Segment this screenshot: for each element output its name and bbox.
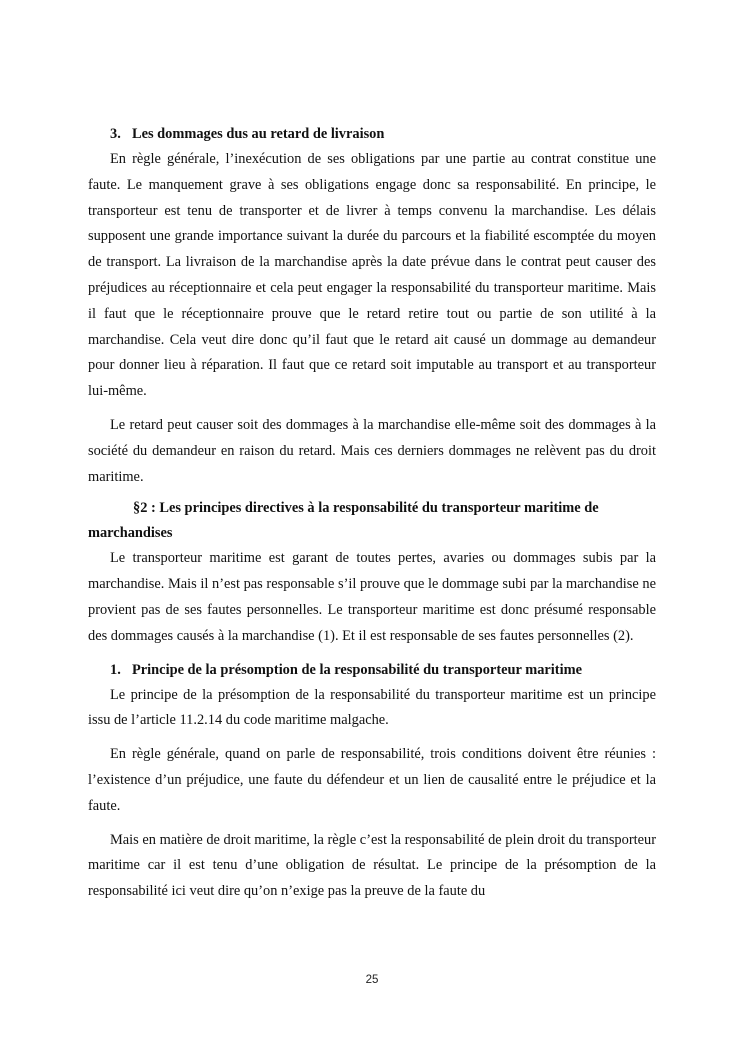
heading-text: Principe de la présomption de la responsabilité du transporteur maritime (132, 661, 582, 678)
section-heading-principes: §2 : Les principes directives à la responsabilité du transporteur maritime de marchandises (88, 500, 599, 542)
paragraph: En règle générale, quand on parle de responsabilité, trois conditions doivent être réunies : l’existence d’un préjudice, une faute du défendeur et un lien de causalité entre le préjudice et la faute. (88, 746, 656, 814)
paragraph: Le retard peut causer soit des dommages à la marchandise elle-même soit des dommages à la société du demandeur en raison du retard. Mais ces derniers dommages ne relèvent pas du droit maritime. (88, 416, 656, 485)
heading-retard-livraison (88, 122, 656, 147)
heading-number: 3. (110, 126, 121, 142)
paragraph: Le transporteur maritime est garant de toutes pertes, avaries ou dommages subis par la marchandise. Mais il n’est pas responsable s’il prouve que le dommage subi par la marchandise ne provient pas de ses fautes personnelles. Le transporteur maritime est donc présumé responsable des dommages causés à la marchandise (1). Et il est responsable de ses fautes personnelles (2). (88, 550, 656, 644)
heading-number: 1. (110, 661, 121, 678)
heading-presomption (88, 658, 656, 683)
paragraph: En règle générale, l’inexécution de ses obligations par une partie au contrat constitue une faute. Le manquement grave à ses obligations engage donc sa responsabilité. En principe, le transporteur est tenu de transporter et de livrer à temps convenu la marchandise. Les délais supposent une grande importance suivant la durée du parcours et la fiabilité escomptée du moyen de transport. La livraison de la marchandise après la date prévue dans le contrat peut causer des préjudices au réceptionnaire et cela peut engager la responsabilité du transporteur maritime. Mais il faut que le réceptionnaire prouve que le retard retire tout ou partie de son utilité à la marchandise. Cela veut dire donc qu’il faut que le retard ait causé un dommage au demandeur pour donner lieu à réparation. Il faut que ce retard soit imputable au transport et au transporteur lui-même. (88, 151, 656, 400)
paragraph: Le principe de la présomption de la responsabilité du transporteur maritime est un principe issu de l’article 11.2.14 du code maritime malgache. (88, 686, 656, 729)
paragraph: Mais en matière de droit maritime, la règle c’est la responsabilité de plein droit du transporteur maritime car il est tenu d’une obligation de résultat. Le principe de la présomption de la responsabilité ici veut dire qu’on n’exige pas la preuve de la faute du (88, 831, 656, 900)
document-body (88, 122, 656, 905)
page-number: 25 (365, 974, 379, 986)
heading-text: Les dommages dus au retard de livraison (132, 126, 385, 142)
